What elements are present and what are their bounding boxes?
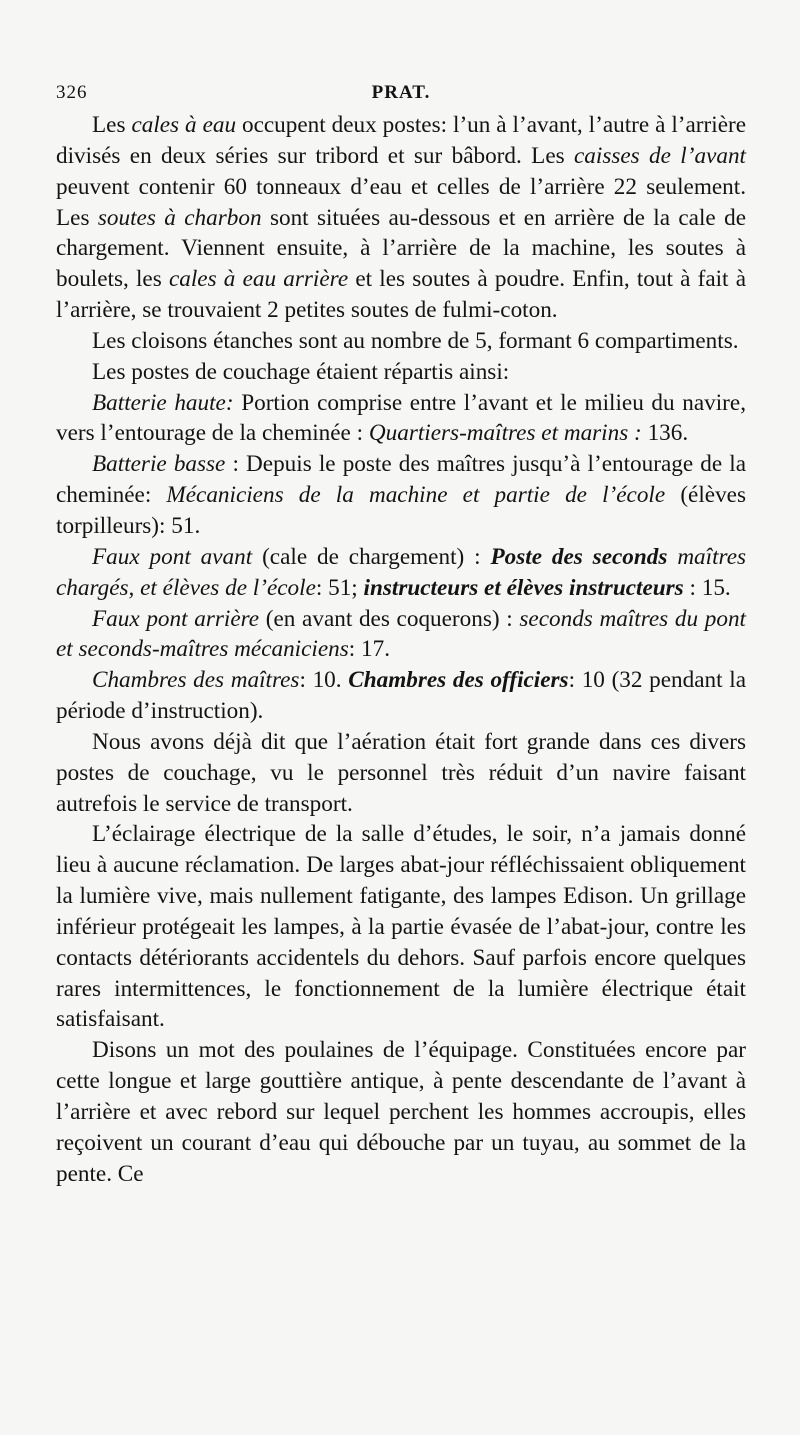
emphasis-run: Batterie haute: xyxy=(92,389,234,416)
emphasis-run: Chambres des officiers xyxy=(348,667,569,694)
page-header xyxy=(56,82,746,112)
paragraph: Les postes de couchage étaient répartis ainsi: xyxy=(92,358,510,385)
paragraph: Disons un mot des poulaines de l’équipage. Constituées encore par cette longue et large gouttière antique, à pente descendante de l’avant à l’arrière et avec rebord sur lequel perchent les hommes accroupis, elles reçoivent un courant d’eau qui débouche par un tuyau, au sommet de la pente. Ce xyxy=(56,1037,746,1187)
emphasis-run: Poste des seconds xyxy=(490,543,668,570)
paragraph: Chambres des maîtres: 10. Chambres des officiers: 10 (32 pendant la période d’instruction). xyxy=(56,667,746,725)
emphasis-run: Chambres des maîtres xyxy=(92,667,300,694)
emphasis-run: soutes à charbon xyxy=(97,204,262,231)
emphasis-run: Mécaniciens de la machine et partie de l’école xyxy=(166,482,666,509)
running-head: PRAT. xyxy=(371,82,431,103)
emphasis-run: instructeurs et élèves instructeurs xyxy=(363,574,684,601)
emphasis-run: cales à eau xyxy=(131,112,237,138)
page-number: 326 xyxy=(56,82,88,103)
emphasis-run: cales à eau arrière xyxy=(168,266,349,293)
paragraph: L’éclairage électrique de la salle d’études, le soir, n’a jamais donné lieu à aucune réclamation. De larges abat-jour réfléchissaient obliquement la lumière vive, mais nullement fatigante, des lampes Edison. Un grillage inférieur protégeait les lampes, à la partie évasée de l’abat-jour, contre les contacts détériorants accidentels du dehors. Sauf parfois encore quelques rares intermittences, le fonctionnement de la lumière électrique était satisfaisant. xyxy=(56,821,746,1033)
paragraph: Batterie haute: Portion comprise entre l’avant et le milieu du navire, vers l’entourage de la cheminée : Quartiers-maîtres et marins : 136. xyxy=(56,389,746,447)
paragraph: Faux pont avant (cale de chargement) : Poste des seconds maîtres chargés, et élèves de l’école: 51; instructeurs et élèves instructeurs : 15. xyxy=(56,543,747,601)
paragraph: Les cales à eau occupent deux postes: l’un à l’avant, l’autre à l’arrière divisés en deux séries sur tribord et sur bâbord. Les caisses de l’avant peuvent contenir 60 tonneaux d’eau et celles de l’arrière 22 seulement. Les soutes à charbon sont situées au-dessous et en arrière de la cale de chargement. Viennent ensuite, à l’arrière de la machine, les soutes à boulets, les cales à eau arrière et les soutes à poudre. Enfin, tout à fait à l’arrière, se trouvaient 2 petites soutes de fulmi-coton. xyxy=(56,112,747,324)
paragraph: Nous avons déjà dit que l’aération était fort grande dans ces divers postes de couchage, vu le personnel très réduit d’un navire faisant autrefois le service de transport. xyxy=(56,728,746,817)
emphasis-run: caisses de l’avant xyxy=(574,142,746,169)
emphasis-run: seconds maîtres du pont et seconds-maîtres mécaniciens xyxy=(56,605,746,663)
paragraph: Batterie basse : Depuis le poste des maîtres jusqu’à l’entourage de la cheminée: Mécaniciens de la machine et partie de l’école (élèves torpilleurs): 51. xyxy=(56,451,746,539)
emphasis-run: Faux pont arrière xyxy=(92,605,260,632)
paragraph: Les cloisons étanches sont au nombre de 5, formant 6 compartiments. xyxy=(92,327,739,354)
body-text xyxy=(56,110,746,1190)
emphasis-run: Faux pont avant xyxy=(92,543,253,570)
emphasis-run: maîtres chargés, et élèves de l’école xyxy=(56,543,747,601)
emphasis-run: Quartiers-maîtres et marins : xyxy=(368,420,642,447)
paragraph: Faux pont arrière (en avant des coquerons) : seconds maîtres du pont et seconds-maîtres mécaniciens: 17. xyxy=(56,605,746,663)
emphasis-run: Batterie basse xyxy=(92,451,226,478)
